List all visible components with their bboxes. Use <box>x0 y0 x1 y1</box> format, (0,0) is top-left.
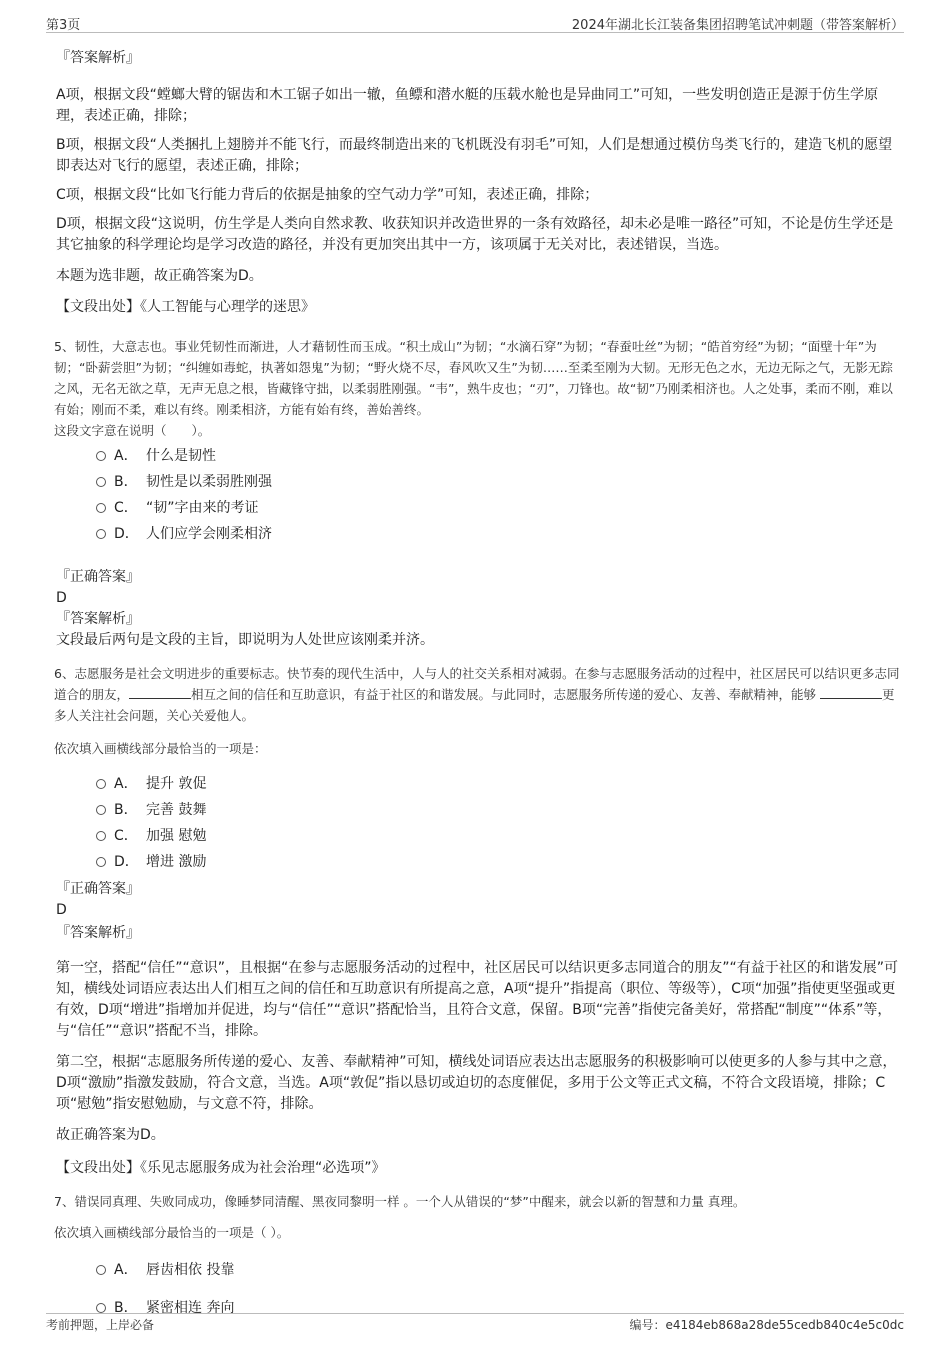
radio-button[interactable] <box>96 1265 106 1275</box>
q4-analysis-d: D项，根据文段“这说明，仿生学是人类向自然求教、收获知识并改造世界的一条有效路径，却未必是唯一路径”可知，不论是仿生学还是其它抽象的科学理论均是学习改造的路径，并没有更加突出其中一方，该项属于无关对比，表述错误，当选。 <box>56 216 894 253</box>
q6-analysis-label: 『答案解析』 <box>56 925 140 941</box>
page-header <box>46 8 904 33</box>
page-content <box>56 42 900 1321</box>
option-text: 什么是韧性 <box>146 448 216 464</box>
q6-option-d[interactable] <box>96 849 900 875</box>
q6-correct-answer: D <box>56 902 67 918</box>
option-letter: D． <box>114 854 139 870</box>
radio-button[interactable] <box>96 857 106 867</box>
q6-option-a[interactable] <box>96 771 900 797</box>
option-letter: A． <box>114 1262 138 1278</box>
document-serial: 编号：e4184eb868a28de55cedb840c4e5c0dc <box>629 1318 904 1332</box>
radio-button[interactable] <box>96 529 106 539</box>
option-text: 韧性是以柔弱胜刚强 <box>146 474 272 490</box>
option-text: 加强 慰勉 <box>146 828 207 844</box>
option-text: 完善 鼓舞 <box>146 802 207 818</box>
q7-option-a[interactable] <box>96 1257 900 1283</box>
q6-stem-part-3: 更多人关注社会问题，关心关爱他人。 <box>54 687 895 723</box>
q4-conclusion: 本题为选非题，故正确答案为D。 <box>56 268 263 284</box>
radio-button[interactable] <box>96 1303 106 1313</box>
blank-1 <box>129 684 191 699</box>
q5-option-c[interactable] <box>96 495 900 521</box>
q7-prompt: 依次填入画横线部分最恰当的一项是（ ）。 <box>54 1225 290 1240</box>
q6-analysis-1: 第一空，搭配“信任”“意识”，且根据“在参与志愿服务活动的过程中，社区居民可以结识更多志同道合的朋友”“有益于社区的和谐发展”可知，横线处词语应表达出人们相互之间的信任和互助意识有所提高之意，A项“提升”指提高（职位、等级等），C项“加强”指使更坚强或更有效，D项“增进”指增加并促进，均与“信任”“意识”搭配恰当，且符合文意，保留。B项“完善”指使完备美好，常搭配“制度”“体系”等，与“信任”“意识”搭配不当，排除。 <box>56 960 899 1039</box>
q5-option-a[interactable] <box>96 443 900 469</box>
radio-button[interactable] <box>96 779 106 789</box>
q6-option-c[interactable] <box>96 823 900 849</box>
option-text: 紧密相连 奔向 <box>146 1300 235 1316</box>
q5-option-d[interactable] <box>96 521 900 547</box>
q4-analysis-label: 『答案解析』 <box>56 50 140 66</box>
option-letter: C． <box>114 500 138 516</box>
q5-stem: 5、韧性，大意志也。事业凭韧性而渐进，人才藉韧性而玉成。“积土成山”为韧；“水滴石穿”为韧；“春蚕吐丝”为韧；“皓首穷经”为韧；“面壁十年”为韧；“卧薪尝胆”为韧；“纠缠如毒蛇，执著如怨鬼”为韧；“野火烧不尽，春风吹又生”为韧……至柔至刚为大韧。无形无色之水，无边无际之气，无影无踪之风，无名无欲之草，无声无息之根，皆藏锋守拙，以柔弱胜刚强。“韦”，熟牛皮也；“刃”，刀锋也。故“韧”乃刚柔相济也。人之处事，柔而不刚，难以有始；刚而不柔，难以有终。刚柔相济，方能有始有终，善始善终。 <box>54 339 893 417</box>
option-text: 提升 敦促 <box>146 776 207 792</box>
q5-option-b[interactable] <box>96 469 900 495</box>
q6-stem-part-1: 6、志愿服务是社会文明进步的重要标志。快节奏的现代生活中，人与人的社交关系相对减弱。在参与志愿服务活动的过程中，社区居民可以结识更多志同道合的朋友， <box>54 666 900 702</box>
q5-analysis: 文段最后两句是文段的主旨，即说明为人处世应该刚柔并济。 <box>56 632 434 648</box>
radio-button[interactable] <box>96 831 106 841</box>
q7-stem: 7、错误同真理、失败同成功，像睡梦同清醒、黑夜同黎明一样 。一个人从错误的“梦”中醒来，就会以新的智慧和力量 真理。 <box>54 1194 746 1209</box>
radio-button[interactable] <box>96 477 106 487</box>
q6-stem-part-2: 相互之间的信任和互助意识，有益于社区的和谐发展。与此同时，志愿服务所传递的爱心、友善、奉献精神，能够 <box>191 687 817 702</box>
q5-correct-label: 『正确答案』 <box>56 569 140 585</box>
q6-stem <box>54 663 900 726</box>
page-footer <box>46 1313 904 1334</box>
option-letter: B． <box>114 802 138 818</box>
radio-button[interactable] <box>96 805 106 815</box>
option-letter: A． <box>114 448 138 464</box>
option-text: 人们应学会刚柔相济 <box>146 526 272 542</box>
option-letter: B． <box>114 474 138 490</box>
option-letter: C． <box>114 828 138 844</box>
q6-analysis-2: 第二空，根据“志愿服务所传递的爱心、友善、奉献精神”可知，横线处词语应表达出志愿服务的积极影响可以使更多的人参与其中之意，D项“激励”指激发鼓励，符合文意，当选。A项“敦促”指以恳切或迫切的态度催促，多用于公文等正式文稿，不符合文段语境，排除；C项“慰勉”指安慰勉励，与文意不符，排除。 <box>56 1054 897 1112</box>
q4-analysis-b: B项，根据文段“人类捆扎上翅膀并不能飞行，而最终制造出来的飞机既没有羽毛”可知，人们是想通过模仿鸟类飞行的，建造飞机的愿望即表达对飞行的愿望，表述正确，排除； <box>56 137 893 174</box>
document-title: 2024年湖北长江装备集团招聘笔试冲刺题（带答案解析） <box>571 18 904 33</box>
option-letter: B． <box>114 1300 138 1316</box>
q6-source: 【文段出处】《乐见志愿服务成为社会治理“必选项”》 <box>56 1160 386 1176</box>
option-text: “韧”字由来的考证 <box>146 500 259 516</box>
q4-analysis-c: C项，根据文段“比如飞行能力背后的依据是抽象的空气动力学”可知，表述正确，排除； <box>56 187 599 203</box>
option-text: 唇齿相依 投靠 <box>146 1262 235 1278</box>
q6-correct-label: 『正确答案』 <box>56 881 140 897</box>
q6-option-b[interactable] <box>96 797 900 823</box>
footer-slogan: 考前押题，上岸必备 <box>46 1318 155 1332</box>
q4-analysis-a: A项，根据文段“螳螂大臂的锯齿和木工锯子如出一辙，鱼鳔和潜水艇的压载水舱也是异曲同工”可知，一些发明创造正是源于仿生学原理，表述正确，排除； <box>56 87 879 124</box>
option-letter: A． <box>114 776 138 792</box>
q5-correct-answer: D <box>56 590 67 606</box>
radio-button[interactable] <box>96 503 106 513</box>
q5-prompt: 这段文字意在说明（ ）。 <box>54 423 211 438</box>
radio-button[interactable] <box>96 451 106 461</box>
blank-2 <box>820 684 882 699</box>
option-text: 增进 激励 <box>146 854 207 870</box>
q4-source: 【文段出处】《人工智能与心理学的迷思》 <box>56 299 315 315</box>
q6-prompt: 依次填入画横线部分最恰当的一项是： <box>54 741 267 756</box>
page-number: 第3页 <box>46 18 81 33</box>
q6-conclusion: 故正确答案为D。 <box>56 1127 165 1143</box>
q5-analysis-label: 『答案解析』 <box>56 611 140 627</box>
option-letter: D． <box>114 526 139 542</box>
